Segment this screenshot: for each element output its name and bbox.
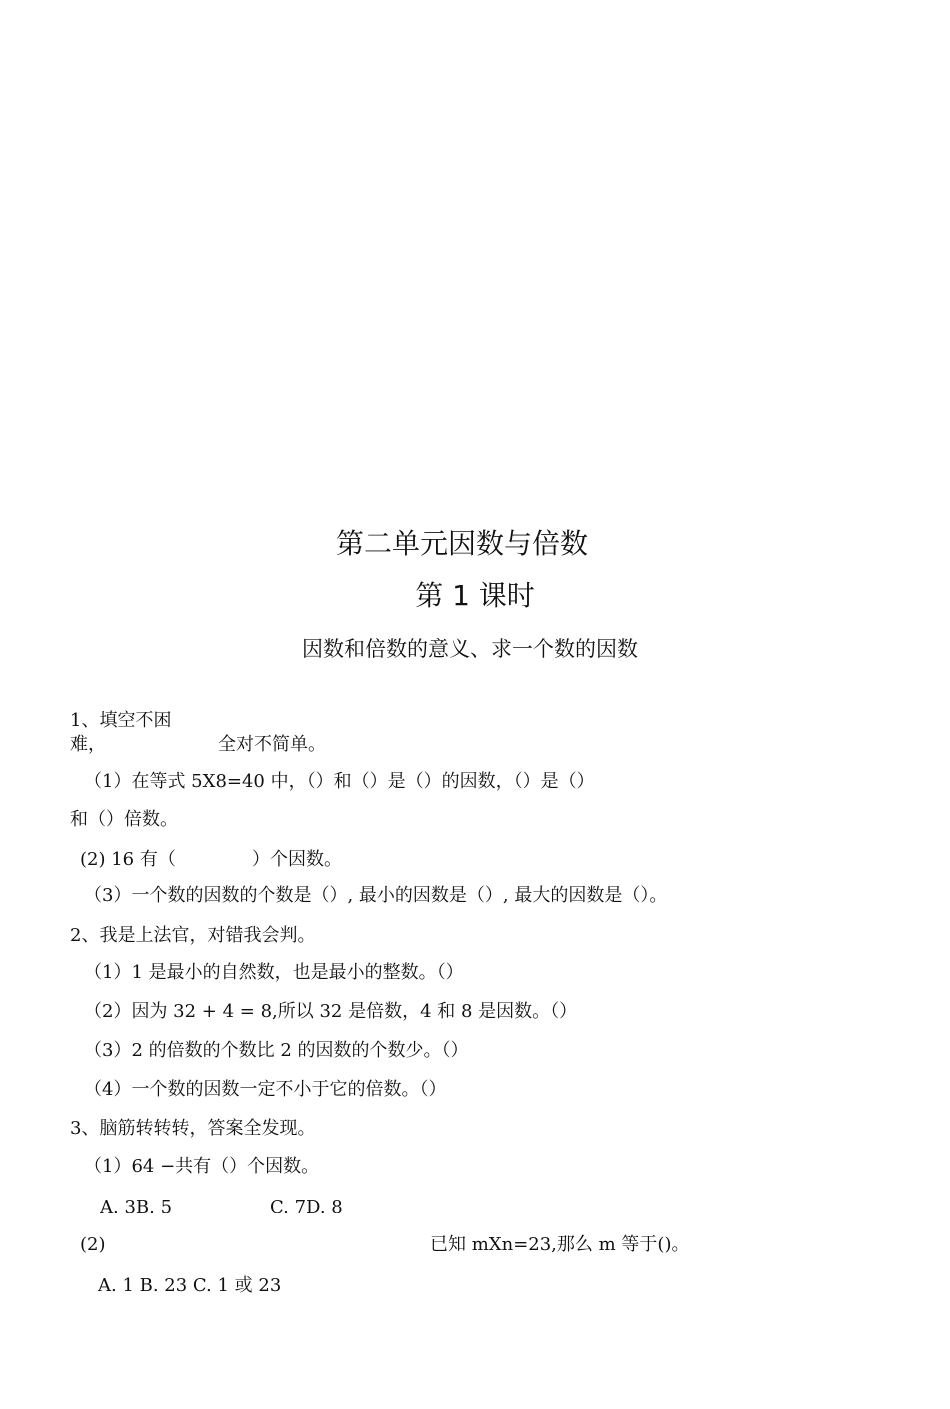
section-1-heading-c: 全对不简单。	[218, 734, 326, 755]
question-2-1: （1）1 是最小的自然数，也是最小的整数。（）	[84, 962, 464, 983]
question-3-2-options: A. 1 B. 23 C. 1 或 23	[98, 1275, 282, 1296]
question-1-2-end: ）个因数。	[252, 849, 342, 870]
question-1-3: （3）一个数的因数的个数是（）, 最小的因数是（）, 最大的因数是（）。	[84, 885, 668, 906]
question-1-2-start: (2) 16 有（	[80, 849, 176, 870]
section-3-heading: 3、脑筋转转转，答案全发现。	[70, 1118, 316, 1139]
question-3-2-number: (2)	[80, 1234, 106, 1255]
question-1-1-line2: 和（）倍数。	[70, 809, 178, 830]
question-2-4: （4）一个数的因数一定不小于它的倍数。（）	[84, 1079, 447, 1100]
question-3-1-options-b: C. 7D. 8	[270, 1199, 343, 1213]
question-1-1-line1: （1）在等式 5X8=40 中，（）和（）是（）的因数，（）是（）	[84, 771, 595, 792]
section-1-heading-a: 1、填空不困	[70, 710, 172, 731]
question-2-3: （3）2 的倍数的个数比 2 的因数的个数少。（）	[84, 1040, 469, 1061]
question-2-2: （2）因为 32 + 4 = 8,所以 32 是倍数，4 和 8 是因数。（）	[84, 1001, 578, 1022]
question-3-1-options-a: A. 3B. 5	[100, 1199, 173, 1213]
topic-title: 因数和倍数的意义、求一个数的因数	[302, 637, 638, 661]
question-3-1-options-clip-b	[270, 1199, 390, 1213]
section-2-heading: 2、我是上法官，对错我会判。	[70, 925, 316, 946]
lesson-title: 第 1 课时	[415, 579, 535, 612]
question-3-1: （1）64 −共有（）个因数。	[84, 1156, 320, 1177]
unit-title: 第二单元因数与倍数	[335, 527, 588, 560]
section-1-heading-b: 难，	[70, 734, 106, 755]
question-3-2-text: 已知 mXn=23,那么 m 等于()。	[430, 1234, 690, 1255]
question-3-1-options-clip-a	[100, 1199, 220, 1213]
